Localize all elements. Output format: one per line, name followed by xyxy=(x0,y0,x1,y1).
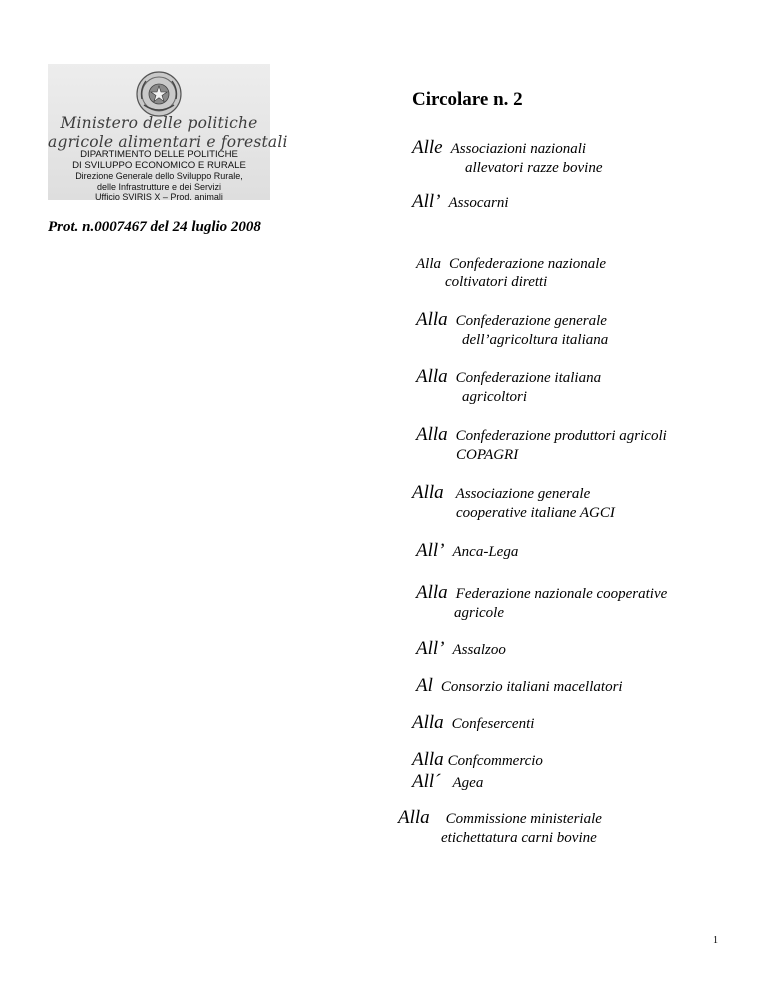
addressee-13 xyxy=(412,749,543,771)
addressee-name: Associazione generale xyxy=(455,486,591,502)
addressee-name-cont: coltivatori diretti xyxy=(445,274,548,290)
addressee-name: Anca-Lega xyxy=(452,544,519,560)
addressee-name: Confederazione italiana xyxy=(455,370,602,386)
dept-line-3: Direzione Generale dello Sviluppo Rurale, xyxy=(75,171,243,181)
department-block xyxy=(48,150,270,203)
addressee-11 xyxy=(416,675,623,697)
addressee-9 xyxy=(416,582,667,622)
addressee-name: Confcommercio xyxy=(447,753,543,769)
addressee-preposition: Alla xyxy=(416,309,448,330)
addressee-name: Confederazione nazionale xyxy=(449,256,607,272)
addressee-preposition: Alla xyxy=(412,712,444,733)
addressee-name: Confesercenti xyxy=(451,716,535,732)
addressee-name-cont: dell’agricoltura italiana xyxy=(462,332,609,348)
addressee-preposition: All’ xyxy=(416,540,445,561)
addressee-preposition: Alla xyxy=(412,482,444,503)
addressee-name: Consorzio italiani macellatori xyxy=(440,679,623,695)
page-number: 1 xyxy=(713,935,718,946)
addressee-preposition: Al xyxy=(416,675,433,696)
addressee-4 xyxy=(416,309,608,349)
addressee-name-cont: allevatori razze bovine xyxy=(465,160,603,176)
protocol-number: Prot. n.0007467 del 24 luglio 2008 xyxy=(48,219,261,235)
addressee-8 xyxy=(416,540,518,562)
addressee-preposition: Alla xyxy=(398,807,430,828)
italian-republic-emblem-icon xyxy=(134,69,184,119)
addressee-name: Assalzoo xyxy=(452,642,506,658)
addressee-preposition: All´ xyxy=(412,771,441,792)
addressee-name-cont: cooperative italiane AGCI xyxy=(456,505,615,521)
addressee-name: Confederazione generale xyxy=(455,313,607,329)
addressee-6 xyxy=(416,424,667,464)
ministry-line-2: agricole alimentari e forestali xyxy=(48,133,288,151)
addressee-12 xyxy=(412,712,534,734)
addressee-name-cont: COPAGRI xyxy=(456,447,519,463)
addressee-1 xyxy=(412,137,602,177)
ministry-letterhead xyxy=(48,64,288,202)
addressee-preposition: Alla xyxy=(416,424,448,445)
addressee-name: Associazioni nazionali xyxy=(450,141,587,157)
addressee-preposition: Alla xyxy=(416,366,448,387)
addressee-preposition: All’ xyxy=(416,638,445,659)
addressee-name-cont: agricole xyxy=(454,605,504,621)
addressee-7 xyxy=(412,482,615,522)
addressee-14 xyxy=(412,771,483,793)
addressee-name: Confederazione produttori agricoli xyxy=(455,428,667,444)
addressee-preposition: Alla xyxy=(412,749,444,770)
addressee-preposition: Alla xyxy=(416,582,448,603)
dept-line-5: Ufficio SVIRIS X – Prod. animali xyxy=(95,192,223,202)
addressee-name: Assocarni xyxy=(448,195,509,211)
ministry-name xyxy=(48,114,288,152)
circular-title: Circolare n. 2 xyxy=(412,89,523,110)
addressee-3 xyxy=(416,255,606,291)
addressee-5 xyxy=(416,366,601,406)
addressee-15 xyxy=(398,807,602,847)
addressee-preposition: Alle xyxy=(412,137,443,158)
ministry-line-1: Ministero delle politiche xyxy=(60,114,258,132)
addressee-name-cont: etichettatura carni bovine xyxy=(441,830,597,846)
addressee-preposition: All’ xyxy=(412,191,441,212)
addressee-10 xyxy=(416,638,506,660)
addressee-2 xyxy=(412,191,509,213)
dept-line-2: DI SVILUPPO ECONOMICO E RURALE xyxy=(72,159,246,171)
addressee-name: Agea xyxy=(452,775,484,791)
dept-line-4: delle Infrastrutture e dei Servizi xyxy=(96,181,222,192)
addressee-preposition: Alla xyxy=(416,256,441,272)
addressee-name: Commissione ministeriale xyxy=(445,811,602,827)
addressee-name: Federazione nazionale cooperative xyxy=(455,586,668,602)
dept-line-1: DIPARTIMENTO DELLE POLITICHE xyxy=(80,149,238,160)
addressee-name-cont: agricoltori xyxy=(462,389,528,405)
